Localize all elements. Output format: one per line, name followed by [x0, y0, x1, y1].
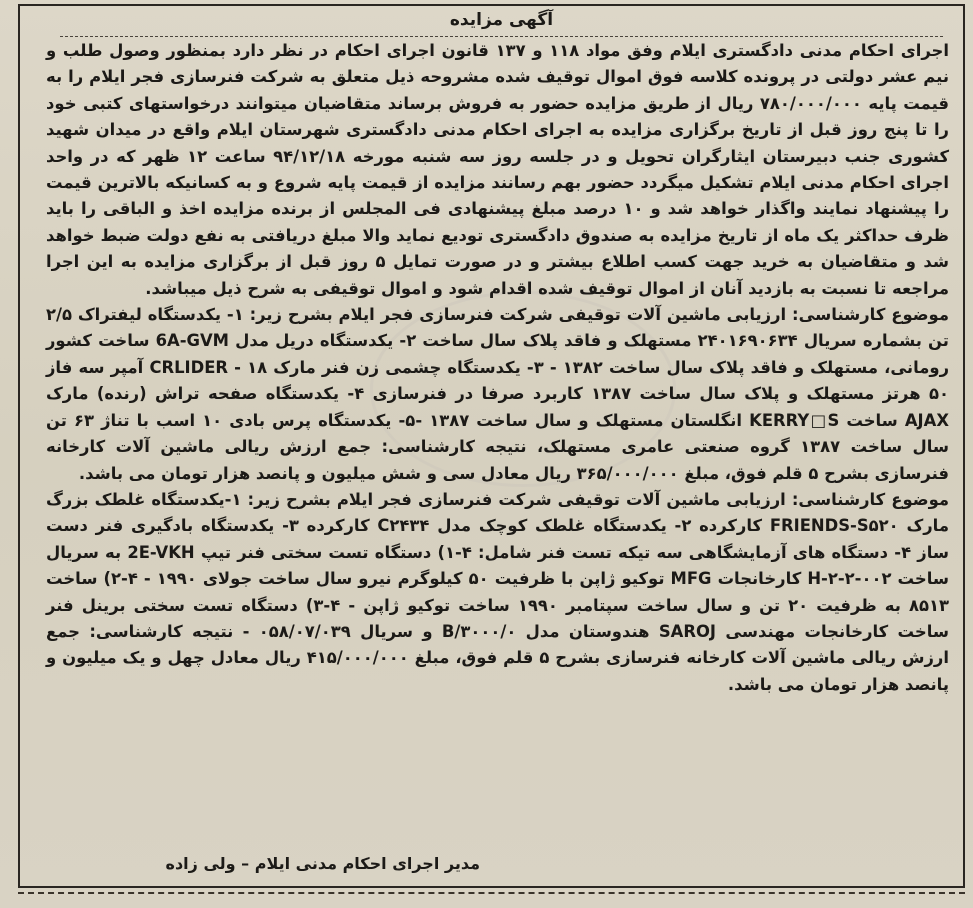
- bottom-divider: [18, 892, 965, 894]
- notice-title: آگهی مزایده: [449, 10, 554, 30]
- notice-frame: [18, 4, 965, 888]
- notice-body: [46, 38, 949, 698]
- signature-line: مدیر اجرای احکام مدنی ایلام – ولی زاده: [165, 854, 480, 873]
- section-1-paragraph: موضوع کارشناسی: ارزیابی ماشین آلات توقیفی شرکت فنرسازی فجر ایلام بشرح زیر: ۱- یکدستگاه لیفتراک ۲/۵ تن بشماره سریال ۲۴۰۱۶۹۰۶۳۴ مستهلک و فاقد پلاک سال ساخت ۲- یکدستگاه دریل مدل 6A-GVM ساخت کشور رومانی، مستهلک و فاقد پلاک سال ساخت ۱۳۸۲ - ۳- یکدستگاه چشمی زن فنر مارک CRLIDER - ۱۸ آمپر سه فاز ۵۰ هرتز مستهلک و پلاک سال ساخت ۱۳۸۷ کاربرد صرفا در فنرسازی ۴- یکدستگاه صفحه تراش (رنده) مارک AJAX ساخت KERRY□S انگلستان مستهلک و سال ساخت ۱۳۸۷ -۵- یکدستگاه پرس بادی ۱۰ اسب با تناژ ۶۳ تن سال ساخت ۱۳۸۷ گروه صنعتی عامری مستهلک، نتیجه کارشناسی: جمع ارزش ریالی ماشین آلات کارخانه فنرسازی بشرح ۵ قلم فوق، مبلغ ۳۶۵/۰۰۰/۰۰۰ ریال معادل سی و شش میلیون و پانصد هزار تومان می باشد.: [46, 305, 950, 483]
- section-2-paragraph: موضوع کارشناسی: ارزیابی ماشین آلات توقیفی شرکت فنرسازی فجر ایلام بشرح زیر: ۱-یکدستگاه غلطک بزرگ مارک FRIENDS-S۵۲۰ کارکرده ۲- یکدستگاه غلطک کوچک مدل C۲۴۳۴ کارکرده ۳- یکدستگاه بادگیری فنر دست ساز ۴- دستگاه های آزمایشگاهی سه تیکه تست فنر شامل: ۴-۱) دستگاه تست سختی فنر تیپ 2E-VKH به سریال ساخت H-۲-۲-۰۰۲ کارخانجات MFG توکیو ژاپن با ظرفیت ۵۰ کیلوگرم نیرو سال ساخت جولای ۱۹۹۰ - ۴-۲) ساخت ۸۵۱۳ به ظرفیت ۲۰ تن و سال ساخت سپتامبر ۱۹۹۰ ساخت توکیو ژاپن - ۴-۳) دستگاه تست سختی برینل فنر ساخت کارخانجات مهندسی SAROJ هندوستان مدل B/۳۰۰۰/۰ و سریال ۰۵۸/۰۷/۰۳۹ - نتیجه کارشناسی: جمع ارزش ریالی ماشین آلات کارخانه فنرسازی بشرح ۵ قلم فوق، مبلغ ۴۱۵/۰۰۰/۰۰۰ ریال معادل چهل و یک میلیون و پانصد هزار تومان می باشد.: [46, 489, 949, 694]
- title-bar: [60, 6, 943, 37]
- intro-paragraph: اجرای احکام مدنی دادگستری ایلام وفق مواد ۱۱۸ و ۱۳۷ قانون اجرای احکام در نظر دارد بمنظور وصول طلب و نیم عشر دولتی در پرونده کلاسه فوق اموال توقیف شده مشروحه ذیل متعلق به شرکت فنرسازی فجر ایلام را به قیمت پایه ۷۸۰/۰۰۰/۰۰۰ ریال از طریق مزایده حضور به فروش برساند متقاضیان میتوانند درخواستهای کتبی خود را تا پنج روز قبل از تاریخ برگزاری مزایده به اجرای احکام مدنی دادگستری شهرستان ایلام واقع در میدان شهید کشوری جنب دبیرستان ایثارگران تحویل و در جلسه روز سه شنبه مورخه ۹۴/۱۲/۱۸ ساعت ۱۲ ظهر که در واحد اجرای احکام مدنی ایلام تشکیل میگردد حضور بهم رسانند مزایده از قیمت پایه شروع و به کسانیکه بالاترین قیمت را پیشنهاد نمایند واگذار خواهد شد و ۱۰ درصد مبلغ پیشنهادی فی المجلس از برنده مزایده اخذ و الباقی را باید ظرف حداکثر یک ماه از تاریخ مزایده به صندوق دادگستری تودیع نماید والا مبلغ دریافتی به نفع دولت ضبط خواهد شد و متقاضیان به خرید جهت کسب اطلاع بیشتر و در صورت تمایل ۵ روز قبل از برگزاری مزایده به این اجرا مراجعه تا نسبت به بازدید آنان از اموال توقیف شده اقدام شود و اموال توقیفی به شرح ذیل میباشد.: [46, 41, 950, 298]
